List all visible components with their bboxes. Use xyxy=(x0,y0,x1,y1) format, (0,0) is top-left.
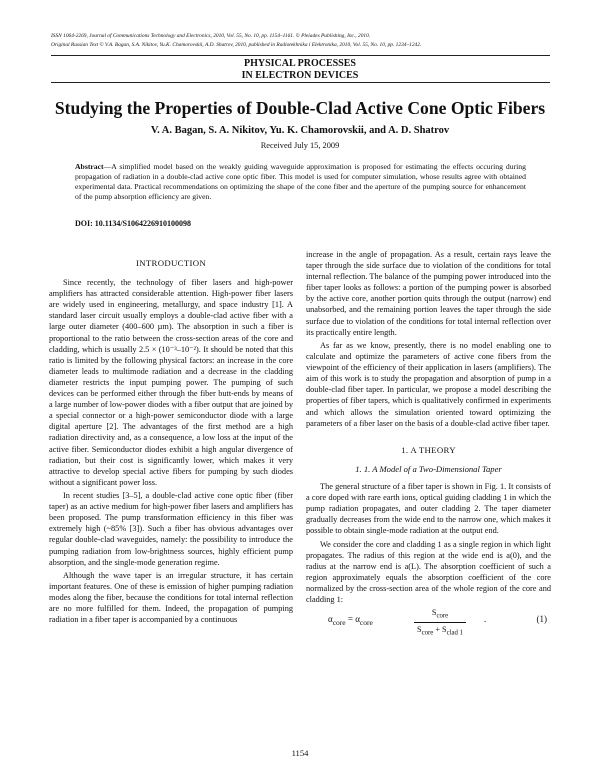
intro-paragraph-1: Since recently, the technology of fiber lasers and high-power amplifiers has attracted considerable attention. High-power fiber lasers are widely used in engineering, metallurgy, and space industry [1]. A standard laser circuit usually employs a double-clad active fiber with a large outer diameter (400–600 µm). The absorption in such a fiber is proportional to the ratio between the cross-section areas of the core and cladding, which is usually 2.5 × (10⁻³–10⁻²). It should be noted that this ratio is limited by the following physical factors: an increase in the core diameter leads to multimode radiation and a decrease in the cladding diameter restricts the input pumping power. The pumping of such devices can be performed either through the fiber butt-ends by means of a large number of low-power diodes with a fiber output that are joined by a special connector or a high-power semiconductor diode with a large digital aperture [2]. The advantages of the first method are a high radiation directivity and, as a consequence, a low loss at the input of the active fiber. Semiconductor diodes exhibit a high angular divergence of radiation, but their cost is significantly lower, which makes it very attractive to develop special active fibers for pumping by such diodes without a significant power loss. xyxy=(49,278,293,487)
page-number: 1154 xyxy=(291,748,309,758)
doi: DOI: 10.1134/S1064226910100098 xyxy=(75,219,192,228)
equation-number: (1) xyxy=(536,614,547,625)
intro-paragraph-5: As far as we know, presently, there is no model enabling one to calculate and optimize the parameters of active cone fibers from the viewpoint of the efficiency of their application in lasers (amplifiers). The aim of this work is to study the propagation and absorption of pump in a double-clad fiber taper. In particular, we propose a model describing the properties of fiber tapers, which is qualitatively confirmed in experiments and which allows the simulation oriented toward optimizing the parameters of a fiber laser on the basis of a double-clad active fiber taper. xyxy=(306,340,551,428)
article-title: Studying the Properties of Double-Clad Active Cone Optic Fibers xyxy=(54,98,546,118)
received-date: Received July 15, 2009 xyxy=(260,141,340,150)
left-column xyxy=(49,258,293,628)
fraction-denominator: $S_{core} + S_{clad 1}$ xyxy=(417,625,464,637)
abstract xyxy=(75,162,526,202)
journal-header-line-2: Original Russian Text © V.A. Bagan, S.A. Nikitov, Yu.K. Chamorovskii, A.D. Shatrov, 2010, published in Radiotekhnika i Elektronika, 2010, Vol. 55, No. 10, pp. 1234–1242. xyxy=(51,42,422,48)
right-column xyxy=(306,249,551,637)
fraction-numerator: $S_{core}$ xyxy=(414,607,466,623)
section-name-line-2: IN ELECTRON DEVICES xyxy=(241,69,359,81)
abstract-label: Abstract xyxy=(75,162,104,171)
equation-period: . xyxy=(484,614,487,625)
theory-heading: 1. A THEORY xyxy=(401,444,456,455)
article-authors: V. A. Bagan, S. A. Nikitov, Yu. K. Chamorovskii, and A. D. Shatrov xyxy=(150,125,450,136)
intro-paragraph-4: increase in the angle of propagation. As a result, certain rays leave the taper through the side surface due to violation of the conditions for total internal reflection. The balance of the pumping power introduced into the fiber taper looks as follows: a portion of the pumping power is absorbed by the active core, another portion quits through the output (narrow) end unabsorbed, and the remaining portion leaves the taper through the side surface due to violation of the conditions for total internal reflection over its practically entire length. xyxy=(306,250,551,337)
theory-paragraph-2: We consider the core and cladding 1 as a single region in which light propagates. The radius of this region at the wide end is a(0), and the radius at the narrow end is a(L). The absorption coefficient of such a region approximately equals the absorption coefficient of the core normalized by the cross-section area of the whole region of the core and cladding 1: xyxy=(306,539,551,605)
section-rule-bottom xyxy=(51,82,550,83)
intro-paragraph-2: In recent studies [3–5], a double-clad active cone optic fiber (fiber taper) as an active medium for high-power fiber lasers and amplifiers has been proposed. The pump transformation efficiency in this fiber was extremely high (~85% [3]). Such a fiber has obvious advantages over regular double-clad waveguides, namely: the possibility to introduce the pumping radiation from low-brightness sources, highly efficient pump absorption, and the single-mode generation regime. xyxy=(49,491,293,567)
theory-paragraph-1: The general structure of a fiber taper is shown in Fig. 1. It consists of a core doped with rare earth ions, optical guiding cladding 1 in which the pump radiation propagates, and outer cladding 2. The taper diameter gradually decreases from the wide end to the narrow one, which makes it possible to obtain single-mode radiation at the output end. xyxy=(306,482,551,536)
section-rule-top xyxy=(51,55,550,56)
section-name-line-1: PHYSICAL PROCESSES xyxy=(244,58,356,69)
equation-fraction xyxy=(414,607,466,638)
theory-subheading: 1. 1. A Model of a Two-Dimensional Taper xyxy=(355,463,502,474)
journal-header-line-1: ISSN 1064-2269, Journal of Communications Technology and Electronics, 2010, Vol. 55, No. 10, pp. 1154–1161. © Pleiades Publishing, Inc., 2010. xyxy=(51,33,371,39)
abstract-text: —A simplified model based on the weakly guiding waveguide approximation is proposed for estimating the effects occuring during propagation of radiation in a double-clad active cone optic fiber. This model is used for computer simulation, whose results agree with obtained experimental data. Practical recommendations on optimizing the shape of the cone fiber and the aperture of the pumping source for enhancement of the pump absorption efficiency are given. xyxy=(75,162,526,202)
equation-1 xyxy=(306,607,551,637)
equation-lhs: $\alpha_{core} = \alpha_{core}$ xyxy=(328,614,373,628)
introduction-heading: INTRODUCTION xyxy=(135,258,207,268)
intro-paragraph-3: Although the wave taper is an irregular structure, it has certain important features. One of these is emission of higher pumping radiation modes along the fiber, because the conditions for total internal reflection are no more fulfilled for them. Indeed, the propagation of pumping radiation in a fiber taper is accompanied by a continuous xyxy=(49,570,293,625)
